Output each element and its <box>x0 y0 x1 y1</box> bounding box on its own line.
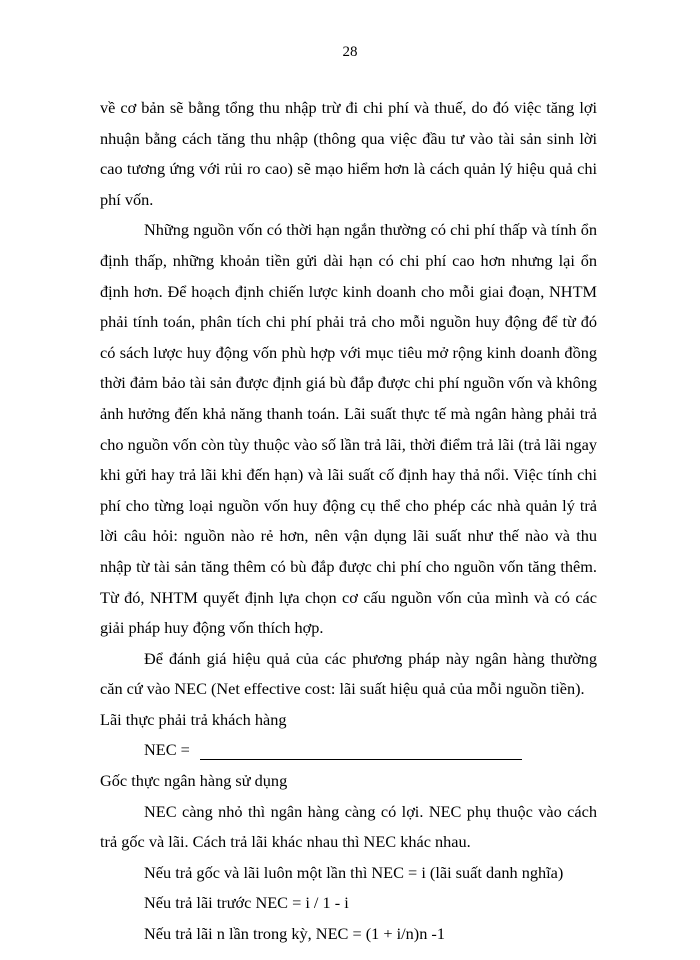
paragraph-continuation: về cơ bản sẽ bằng tổng thu nhập trừ đi chi phí và thuế, do đó việc tăng lợi nhuận bằng cách tăng thu nhập (thông qua việc đầu tư vào tài sản sinh lời cao tương ứng với rủi ro cao) sẽ mạo hiểm hơn là cách quản lý hiệu quả chi phí vốn. <box>100 98 597 209</box>
nec-formula <box>100 705 597 797</box>
case-line: Nếu trả gốc và lãi luôn một lần thì NEC = i (lãi suất danh nghĩa) <box>144 862 564 882</box>
paragraph-nec-meaning: NEC càng nhỏ thì ngân hàng càng có lợi. NEC phụ thuộc vào cách trả gốc và lãi. Cách trả lãi khác nhau thì NEC khác nhau. <box>100 801 597 852</box>
document-body <box>100 93 597 950</box>
formula-numerator: Lãi thực phải trả khách hàng <box>100 709 287 729</box>
paragraph-nec-intro: Để đánh giá hiệu quả của các phương pháp này ngân hàng thường căn cứ vào NEC (Net effective cost: lãi suất hiệu quả của mỗi nguồn tiền). <box>100 648 597 699</box>
formula-lhs: NEC = <box>144 740 190 760</box>
case-line: Nếu trả lãi n lần trong kỳ, NEC = (1 + i/n)n -1 <box>144 924 445 944</box>
formula-line <box>144 735 597 766</box>
paragraph-capital-cost: Những nguồn vốn có thời hạn ngắn thường có chi phí thấp và tính ổn định thấp, những khoản tiền gửi dài hạn có chi phí cao hơn nhưng lại ổn định hơn. Để hoạch định chiến lược kinh doanh cho mỗi giai đoạn, NHTM phải tính toán, phân tích chi phí phải trả cho mỗi nguồn huy động để từ đó có sách lược huy động vốn phù hợp với mục tiêu mở rộng kinh doanh đồng thời đảm bảo tài sản được định giá bù đắp được chi phí nguồn vốn và không ảnh hưởng đến khả năng thanh toán. Lãi suất thực tế mà ngân hàng phải trả cho nguồn vốn còn tùy thuộc vào số lần trả lãi, thời điểm trả lãi (trả lãi ngay khi gửi hay trả lãi khi đến hạn) và lãi suất cố định hay thả nổi. Việc tính chi phí cho từng loại nguồn vốn huy động cụ thể cho phép các nhà quản lý trả lời câu hỏi: nguồn nào rẻ hơn, nên vận dụng lãi suất như thế nào và thu nhập từ tài sản tăng thêm có bù đắp được chi phí cho nguồn vốn tăng thêm. Từ đó, NHTM quyết định lựa chọn cơ cấu nguồn vốn của mình và có các giải pháp huy động vốn thích hợp. <box>100 220 597 638</box>
fraction-bar <box>200 742 522 760</box>
formula-denominator: Gốc thực ngân hàng sử dụng <box>100 771 288 791</box>
case-line: Nếu trả lãi trước NEC = i / 1 - i <box>144 893 349 913</box>
page-number: 28 <box>342 44 358 60</box>
